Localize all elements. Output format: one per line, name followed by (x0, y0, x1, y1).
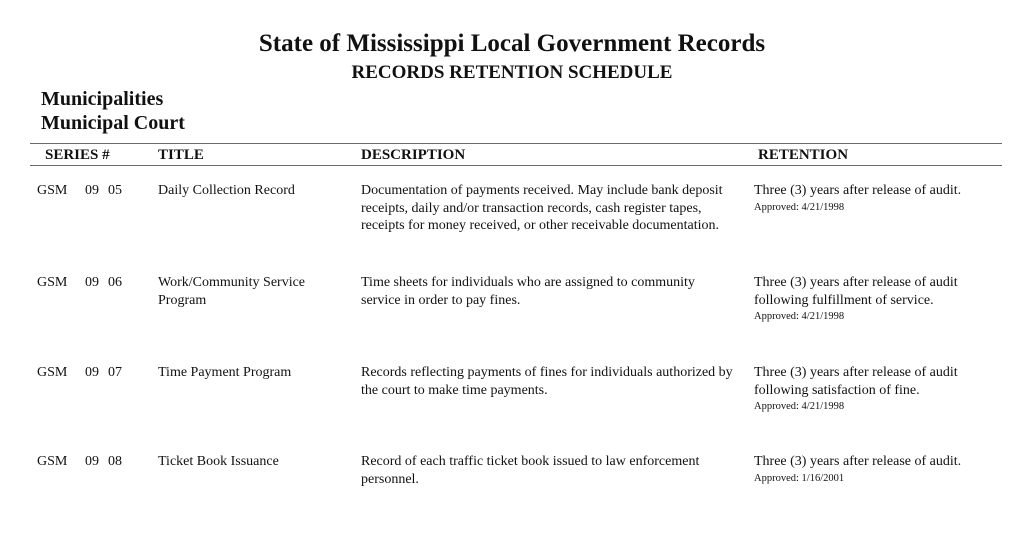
retention-text: Three (3) years after release of audit. (754, 454, 962, 469)
record-description: Records reflecting payments of fines for individuals authorized by the court to make time payments. (361, 365, 733, 398)
record-retention (754, 453, 969, 486)
approved-date: Approved: 4/21/1998 (754, 311, 845, 322)
series-number-minor: 07 (108, 365, 122, 380)
record-title: Work/Community Service Program (158, 275, 306, 308)
record-description: Time sheets for individuals who are assigned to community service in order to pay fines. (361, 275, 695, 308)
record-retention (754, 274, 969, 324)
column-header-title: TITLE (158, 147, 204, 163)
series-prefix: GSM (37, 454, 68, 469)
series-prefix: GSM (37, 275, 68, 290)
record-title: Daily Collection Record (158, 183, 295, 198)
series-number-major: 09 (85, 454, 99, 469)
record-description: Record of each traffic ticket book issued to law enforcement personnel. (361, 454, 700, 487)
header-top-rule (30, 143, 1002, 144)
approved-date: Approved: 1/16/2001 (754, 472, 845, 484)
series-number-major: 09 (85, 183, 99, 198)
approved-date: Approved: 4/21/1998 (754, 201, 845, 213)
section-heading: Municipalities (41, 88, 164, 110)
record-description: Documentation of payments received. May include bank deposit receipts, daily and/or transaction records, cash register tapes, receipts for money received, or other receivable documentation. (361, 183, 723, 233)
series-number-minor: 05 (108, 183, 122, 198)
series-prefix: GSM (37, 365, 68, 380)
series-number-major: 09 (85, 365, 99, 380)
column-header-description: DESCRIPTION (361, 147, 466, 163)
subsection-heading: Municipal Court (41, 112, 185, 134)
approved-date: Approved: 4/21/1998 (754, 401, 845, 412)
record-retention (754, 364, 969, 414)
column-header-retention: RETENTION (758, 147, 849, 163)
column-header-series: SERIES # (45, 147, 110, 163)
retention-text: Three (3) years after release of audit. (754, 183, 962, 198)
retention-text: Three (3) years after release of audit following fulfillment of service. (754, 275, 958, 308)
header-bottom-rule (30, 165, 1002, 166)
retention-text: Three (3) years after release of audit following satisfaction of fine. (754, 365, 958, 398)
series-number-minor: 08 (108, 454, 122, 469)
document-title: State of Mississippi Local Government Records (258, 30, 766, 57)
document-subtitle: RECORDS RETENTION SCHEDULE (351, 62, 673, 83)
record-title: Time Payment Program (158, 365, 292, 380)
record-title: Ticket Book Issuance (158, 454, 279, 469)
series-number-minor: 06 (108, 275, 122, 290)
series-prefix: GSM (37, 183, 68, 198)
record-retention (754, 182, 969, 215)
series-number-major: 09 (85, 275, 99, 290)
